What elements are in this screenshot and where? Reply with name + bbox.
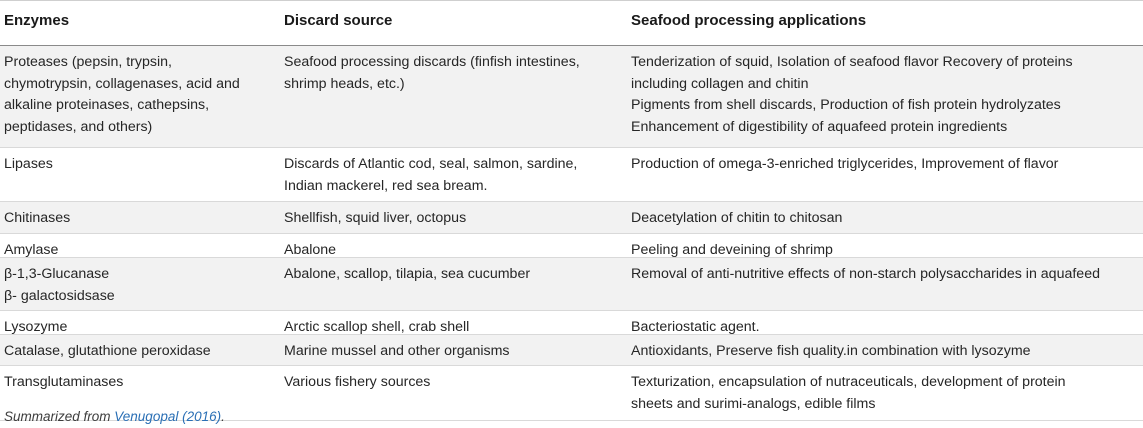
- enzyme-cell-line: Amylase: [4, 242, 59, 258]
- source-cell: [284, 208, 619, 230]
- source-cell-line: Indian mackerel, red sea bream.: [284, 177, 488, 194]
- application-cell-line: Tenderization of squid, Isolation of seafood flavor Recovery of proteins: [631, 54, 1073, 70]
- application-cell-line: Deacetylation of chitin to chitosan: [631, 210, 843, 226]
- application-cell-line: Peeling and deveining of shrimp: [631, 242, 833, 258]
- application-cell-line: Pigments from shell discards, Production of fish protein hydrolyzates: [631, 97, 1061, 113]
- source-cell: [284, 52, 619, 95]
- application-cell-line: Removal of anti-nutritive effects of non-starch polysaccharides in aquafeed: [631, 266, 1100, 282]
- enzyme-cell-line: Catalase, glutathione peroxidase: [4, 343, 211, 359]
- enzyme-cell: [4, 264, 274, 307]
- table-row: [0, 148, 1143, 202]
- source-cell-line: Seafood processing discards (finfish intestines,: [284, 54, 580, 70]
- application-cell-line: including collagen and chitin: [631, 75, 809, 92]
- source-cell-line: Abalone, scallop, tilapia, sea cucumber: [284, 266, 531, 282]
- source-cell: [284, 154, 619, 197]
- application-cell-line: sheets and surimi-analogs, edible films: [631, 395, 876, 412]
- enzyme-cell-line: β- galactosidsase: [4, 287, 115, 304]
- application-cell-line: Bacteriostatic agent.: [631, 319, 760, 335]
- source-cell: [284, 372, 619, 394]
- application-cell: [631, 264, 1136, 286]
- enzyme-cell: [4, 52, 274, 138]
- table-body: [0, 46, 1143, 421]
- table-row: [0, 46, 1143, 148]
- application-cell-line: Texturization, encapsulation of nutraceuticals, development of protein: [631, 374, 1066, 390]
- source-cell-line: Various fishery sources: [284, 374, 431, 390]
- enzyme-cell: [4, 154, 274, 176]
- application-cell-line: Antioxidants, Preserve fish quality.in combination with lysozyme: [631, 343, 1031, 359]
- footnote-suffix: .: [221, 409, 225, 424]
- source-cell: [284, 341, 619, 363]
- enzyme-cell-line: Lipases: [4, 156, 53, 172]
- table-footnote: [4, 409, 225, 424]
- enzyme-cell-line: peptidases, and others): [4, 118, 153, 135]
- application-cell: [631, 372, 1136, 415]
- source-cell-line: Discards of Atlantic cod, seal, salmon, sardine,: [284, 156, 578, 172]
- enzyme-cell: [4, 208, 274, 230]
- application-cell-line: Production of omega-3-enriched triglycerides, Improvement of flavor: [631, 156, 1059, 172]
- enzyme-cell-line: β-1,3-Glucanase: [4, 266, 110, 282]
- application-cell: [631, 208, 1136, 230]
- footnote-prefix: Summarized from: [4, 409, 115, 424]
- header-enzymes: Enzymes: [4, 12, 70, 29]
- enzyme-cell: [4, 341, 274, 363]
- table-row: [0, 234, 1143, 258]
- table-header: [0, 0, 1143, 46]
- enzyme-cell: [4, 372, 274, 394]
- enzyme-cell-line: Transglutaminases: [4, 374, 124, 390]
- table-row: [0, 258, 1143, 311]
- enzyme-cell-line: Lysozyme: [4, 319, 68, 335]
- enzyme-cell-line: Chitinases: [4, 210, 71, 226]
- source-cell-line: Marine mussel and other organisms: [284, 343, 510, 359]
- header-discard-source: Discard source: [284, 12, 393, 29]
- table-row: [0, 311, 1143, 335]
- table-row: [0, 202, 1143, 234]
- application-cell: [631, 52, 1136, 138]
- table-row: [0, 335, 1143, 366]
- enzyme-cell-line: Proteases (pepsin, trypsin,: [4, 54, 172, 70]
- source-cell-line: Abalone: [284, 242, 337, 258]
- application-cell: [631, 154, 1136, 176]
- header-applications: Seafood processing applications: [631, 12, 867, 29]
- source-cell-line: shrimp heads, etc.): [284, 75, 405, 92]
- application-cell: [631, 341, 1136, 363]
- source-cell-line: Arctic scallop shell, crab shell: [284, 319, 470, 335]
- citation-link[interactable]: Venugopal (2016): [114, 409, 222, 424]
- source-cell: [284, 264, 619, 286]
- source-cell-line: Shellfish, squid liver, octopus: [284, 210, 467, 226]
- enzyme-cell-line: alkaline proteinases, cathepsins,: [4, 97, 210, 113]
- application-cell-line: Enhancement of digestibility of aquafeed protein ingredients: [631, 118, 1008, 135]
- enzyme-cell-line: chymotrypsin, collagenases, acid and: [4, 75, 240, 92]
